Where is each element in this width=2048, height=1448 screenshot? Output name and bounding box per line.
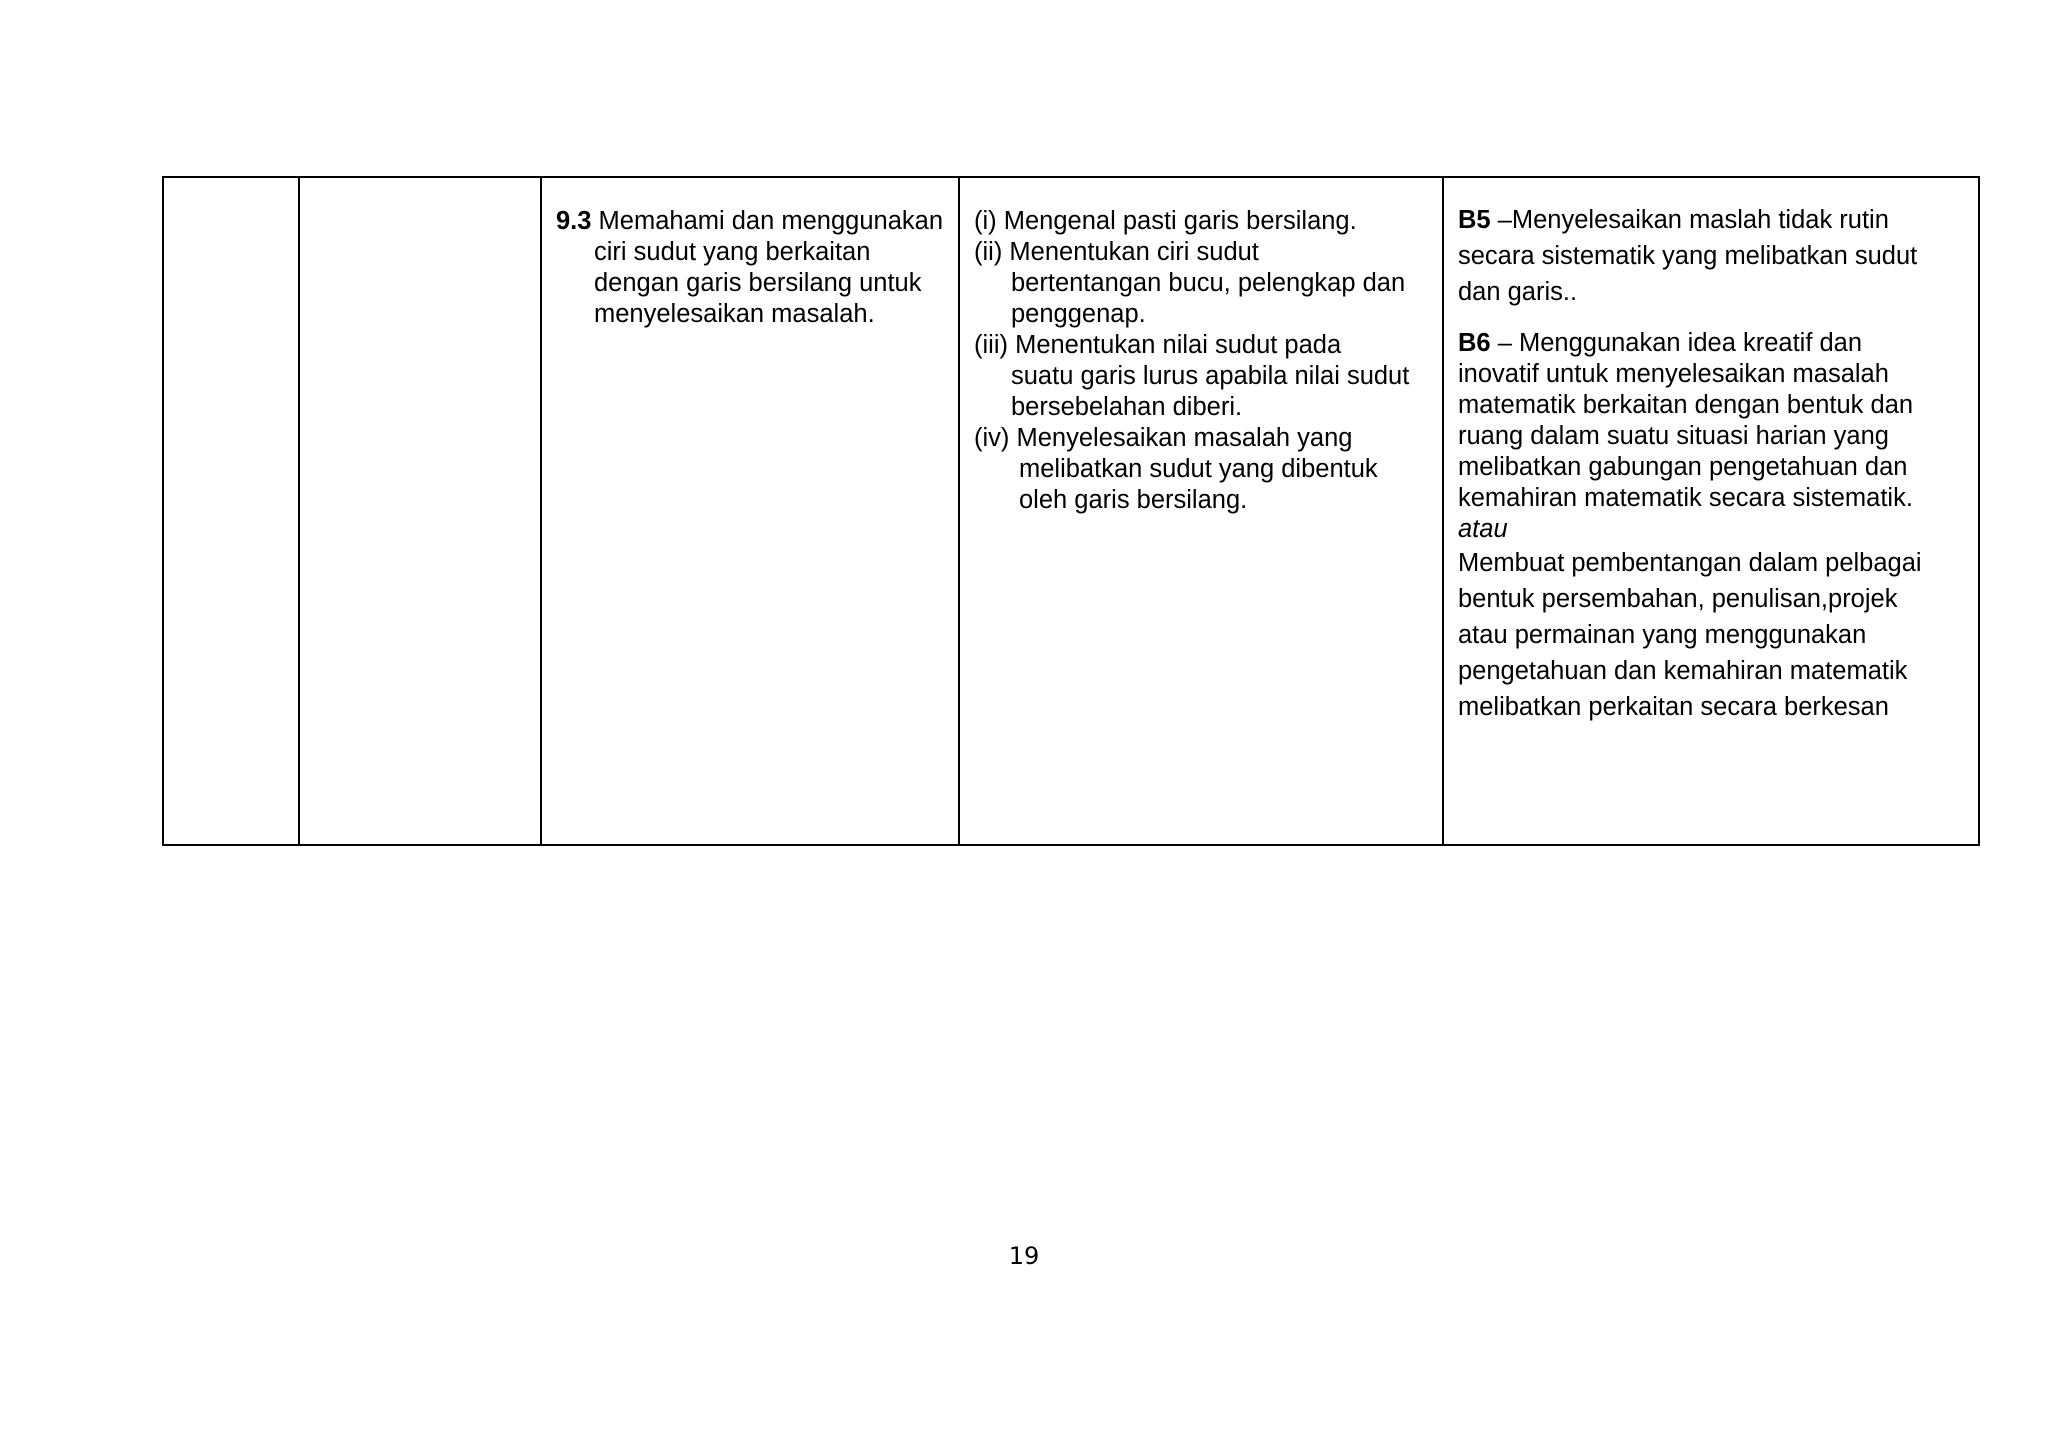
- objective-label: (i): [974, 207, 997, 235]
- performance-cell: [1443, 177, 1979, 845]
- week-cell: [163, 177, 299, 845]
- objective-line: Menentukan ciri sudut: [1009, 238, 1259, 266]
- b5-code: B5: [1458, 206, 1491, 234]
- objective-label: (iv): [974, 424, 1010, 452]
- page-number: 19: [1008, 1242, 1040, 1270]
- objective-line: Menentukan nilai sudut pada: [1015, 331, 1342, 359]
- alternative-word: atau: [1458, 515, 1508, 543]
- objective-line: bertentangan bucu, pelengkap dan: [1011, 269, 1406, 297]
- objective-item: [974, 423, 1428, 516]
- objectives-cell: [959, 177, 1443, 845]
- b5-line: –Menyelesaikan maslah tidak rutin: [1497, 206, 1889, 234]
- objective-item: [974, 237, 1428, 330]
- b6-alt-line: melibatkan perkaitan secara berkesan: [1458, 693, 1889, 721]
- performance-level-b6: [1458, 328, 1964, 725]
- b6-line: kemahiran matematik secara sistematik.: [1458, 484, 1913, 512]
- objective-line: melibatkan sudut yang dibentuk: [1019, 455, 1378, 483]
- b6-line: inovatif untuk menyelesaikan masalah: [1458, 360, 1889, 388]
- b6-line: – Menggunakan idea kreatif dan: [1497, 329, 1863, 357]
- objective-line: suatu garis lurus apabila nilai sudut: [1011, 362, 1410, 390]
- table-row: [163, 177, 1979, 845]
- objective-line: oleh garis bersilang.: [1019, 486, 1248, 514]
- b6-alt-line: pengetahuan dan kemahiran matematik: [1458, 657, 1908, 685]
- topic-cell: [299, 177, 541, 845]
- b6-line: matematik berkaitan dengan bentuk dan: [1458, 391, 1914, 419]
- b6-code: B6: [1458, 329, 1491, 357]
- performance-level-b5: [1458, 202, 1964, 310]
- standard-text: Memahami dan menggunakan ciri sudut yang berkaitan dengan garis bersilang untuk menyelesaikan masalah.: [594, 207, 944, 328]
- objective-item: [974, 206, 1428, 237]
- objective-label: (iii): [974, 331, 1008, 359]
- b5-line: secara sistematik yang melibatkan sudut: [1458, 242, 1918, 270]
- scheme-table: [162, 176, 1980, 846]
- objective-line: penggenap.: [1011, 300, 1146, 328]
- objective-line: Mengenal pasti garis bersilang.: [1003, 207, 1357, 235]
- objective-item: [974, 330, 1428, 423]
- b6-line: ruang dalam suatu situasi harian yang: [1458, 422, 1889, 450]
- b6-alt-line: Membuat pembentangan dalam pelbagai: [1458, 549, 1922, 577]
- learning-standard: [556, 206, 944, 330]
- learning-standard-cell: [541, 177, 959, 845]
- objective-line: bersebelahan diberi.: [1011, 393, 1243, 421]
- b6-line: melibatkan gabungan pengetahuan dan: [1458, 453, 1908, 481]
- objective-line: Menyelesaikan masalah yang: [1016, 424, 1353, 452]
- standard-code: 9.3: [556, 207, 592, 235]
- objective-label: (ii): [974, 238, 1003, 266]
- b5-line: dan garis..: [1458, 278, 1578, 306]
- b6-alt-line: bentuk persembahan, penulisan,projek: [1458, 585, 1898, 613]
- b6-alt-line: atau permainan yang menggunakan: [1458, 621, 1867, 649]
